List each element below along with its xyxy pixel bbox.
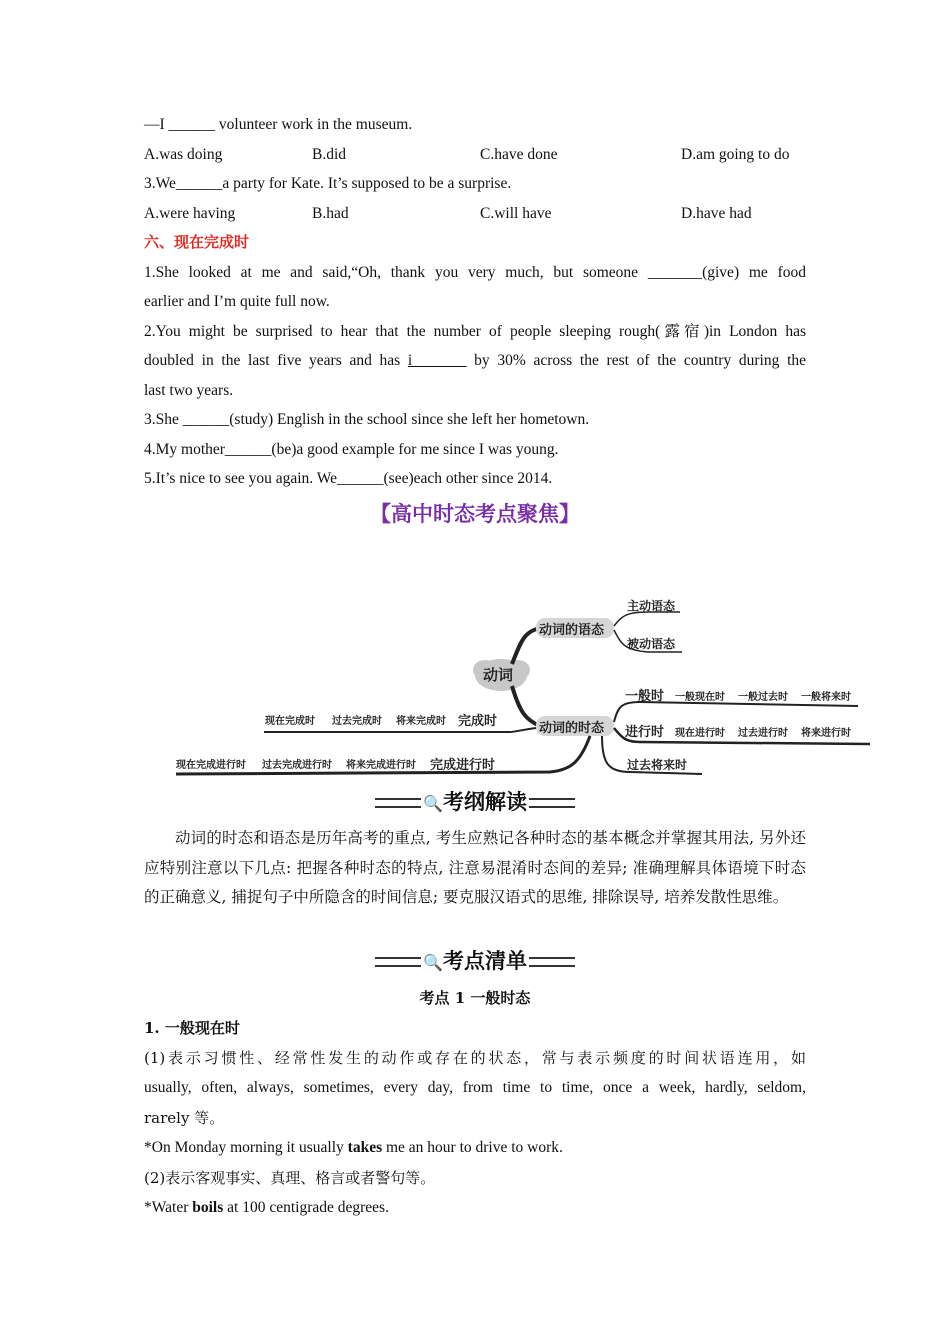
text-line: rarely 等。 [144,1109,225,1127]
option-c: C.have done [480,145,558,163]
answer-blank: i_______ [407,352,467,369]
option-a: A.was doing [144,145,223,163]
question-line: earlier and I’m quite full now. [144,293,330,310]
passive-voice: 被动语态 [627,637,676,651]
divider [375,957,421,967]
option-b: B.did [312,145,347,163]
text-line: usually, often, always, sometimes, every day, from time to time, once a week, hardly, seldom, [144,1079,806,1096]
focus-title: 【高中时态考点聚焦】 [370,501,580,526]
root-label: 动词 [483,666,514,684]
question-line: 4.My mother______(be)a good example for me since I was young. [144,440,559,458]
point-title: 考点 1 一般时态 [419,989,531,1007]
question-line: 1.She looked at me and said,“Oh, thank you very much, but someone _______(give) me food [144,263,806,281]
perfect-progressive-item: 将来完成进行时 [346,760,416,771]
checklist-body [144,983,806,1223]
question-line: 5.It’s nice to see you again. We______(see)each other since 2014. [144,470,553,487]
outline-paragraph: 动词的时态和语态是历年高考的重点, 考生应熟记各种时态的基本概念并掌握其用法, 另外还应特别注意以下几点: 把握各种时态的特点, 注意易混淆时态间的差异; 准确理解具体语境下时态的正确意义, 捕捉句子中所隐含的时间信息; 要克服汉语式的思维, 排除误导, 培养发散性思维。 [144,829,806,907]
option-b: B.had [312,204,349,222]
perfect-item: 现在完成时 [265,716,315,727]
options-row [144,199,806,229]
simple-tense: 一般时 [625,689,665,704]
progressive-tense: 进行时 [625,725,665,740]
divider [375,798,421,808]
past-future-tense: 过去将来时 [627,758,688,772]
tense-node: 动词的时态 [539,721,605,736]
voice-node: 动词的语态 [539,623,605,638]
section-heading: 六、现在完成时 [144,233,250,251]
example-line: *Water boils at 100 centigrade degrees. [144,1199,389,1216]
progressive-item: 现在进行时 [675,728,725,739]
magnifier-icon: 🔍 [423,953,443,972]
perfect-progressive-item: 过去完成进行时 [262,760,332,771]
text-line: (1)表示习惯性、经常性发生的动作或存在的状态，常与表示频度的时间状语连用，如 [144,1049,806,1067]
option-d: D.am going to do [681,145,790,163]
sub-heading: 1. 一般现在时 [144,1019,240,1037]
simple-item: 一般将来时 [801,692,851,703]
divider [529,957,575,967]
progressive-item: 过去进行时 [738,728,788,739]
perfect-tense: 完成时 [458,714,498,729]
question-line: last two years. [144,381,234,399]
example-line: *On Monday morning it usually takes me an hour to drive to work. [144,1139,563,1156]
question-line: —I ______ volunteer work in the museum. [144,116,413,133]
simple-item: 一般过去时 [738,692,788,703]
perfect-progressive-item: 现在完成进行时 [176,760,246,771]
outline-heading: 🔍考纲解读 [0,787,950,817]
text-line: (2)表示客观事实、真理、格言或者警句等。 [144,1169,436,1187]
option-a: A.were having [144,204,236,222]
simple-item: 一般现在时 [675,692,725,703]
magnifier-icon: 🔍 [423,794,443,813]
option-c: C.will have [480,204,552,222]
divider [529,798,575,808]
active-voice: 主动语态 [627,599,676,613]
question-line: 3.We______a party for Kate. It’s supposed to be a surprise. [144,175,512,192]
tense-mindmap [170,588,870,788]
checklist-heading: 🔍考点清单 [0,946,950,976]
perfect-item: 过去完成时 [332,716,382,727]
question-line: 3.She ______(study) English in the school since she left her hometown. [144,411,590,428]
question-line: doubled in the last five years and has i_______ by 30% across the rest of the country during the [144,352,807,369]
perfect-item: 将来完成时 [396,716,446,727]
question-line: 2.You might be surprised to hear that the number of people sleeping rough(露宿)in London has [144,322,806,340]
root-node [473,659,530,691]
option-d: D.have had [681,204,752,222]
exercise-block [144,110,806,534]
progressive-item: 将来进行时 [801,728,851,739]
perfect-progressive-tense: 完成进行时 [430,758,496,773]
options-row [144,140,806,170]
